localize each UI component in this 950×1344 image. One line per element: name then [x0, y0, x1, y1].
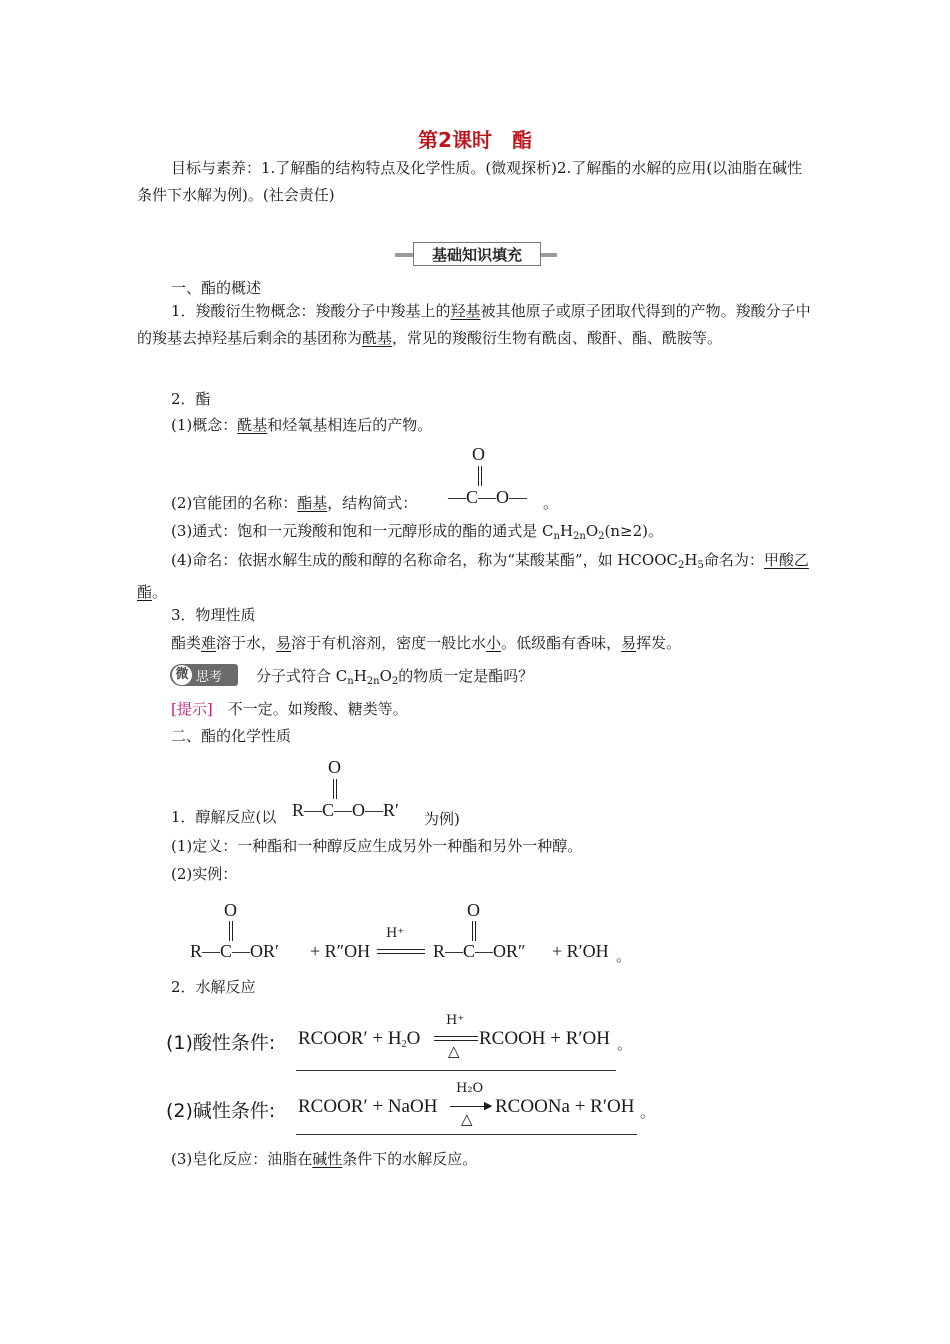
r1-double-bond [333, 779, 337, 799]
ex-arrow-forward [377, 949, 425, 950]
base-arrow-head: ▶ [484, 1099, 493, 1112]
acid-arrow-back [434, 1040, 478, 1041]
naming-text-b: 命名为： [703, 551, 764, 569]
section-banner [395, 242, 557, 266]
banner-box [413, 242, 541, 266]
phys-c: 溶于水， [216, 634, 277, 652]
hint-label: [提示] [171, 700, 213, 718]
base-answer-line [296, 1134, 637, 1135]
formula-o: O [585, 522, 599, 540]
naming-h: H [684, 551, 698, 569]
derivative-text-c: ，常见的羧酸衍生物有酰卤、酸酐、酯、酰胺等。 [392, 329, 723, 347]
base-end: 。 [640, 1103, 656, 1121]
blank-ethyl-formate: 甲酸乙酯 [137, 551, 809, 601]
phys-a: 酯类 [171, 634, 202, 652]
acid-eq-b: O [406, 1028, 421, 1049]
blank-easy-2: 易 [621, 634, 637, 652]
ex-left-oxygen: O [224, 900, 237, 920]
naming-paragraph [137, 547, 817, 606]
think-question [256, 665, 533, 687]
phys-d: 溶于有机溶剂，密度一般比水 [291, 634, 487, 652]
phys-e: 。低级酯有香味， [501, 634, 622, 652]
physical-subheading: 3．物理性质 [171, 606, 256, 624]
physical-properties-line [171, 632, 681, 653]
think-sub-2: 2 [391, 676, 399, 687]
ester-subheading: 2．酯 [171, 390, 211, 408]
ex-catalyst: H⁺ [386, 926, 405, 941]
formula-sub-2n: 2n [573, 531, 586, 542]
ex-product: + R′OH [552, 941, 609, 961]
blank-hard: 难 [201, 634, 217, 652]
hint-text: 不一定。如羧酸、糖类等。 [227, 700, 408, 718]
sap-b: 条件下的水解反应。 [342, 1150, 478, 1168]
formula-text-a: (3)通式：饱和一元羧酸和饱和一元醇形成的酯的通式是 C [171, 522, 554, 540]
acid-arrow-forward [434, 1036, 478, 1037]
base-equation-left: RCOOR′ + NaOH [298, 1096, 438, 1117]
acid-end: 。 [617, 1035, 633, 1053]
think-sub-2n: 2n [366, 676, 380, 687]
think-o: O [379, 667, 392, 685]
hydrolysis-heading: 2．水解反应 [171, 978, 256, 996]
blank-alkaline: 碱性 [312, 1150, 343, 1168]
blank-easy-1: 易 [276, 634, 292, 652]
acid-equation-right: RCOOH + R′OH [479, 1028, 610, 1049]
ex-arrow-back [377, 953, 425, 954]
alcoholysis-definition: (1)定义：一种酯和一种醇反应生成另外一种酯和另外一种醇。 [171, 837, 583, 855]
ex-right-double-bond [472, 921, 476, 941]
acid-answer-line [296, 1070, 616, 1071]
naming-text-a: (4)命名：依据水解生成的酸和醇的名称命名，称为“某酸某酯”，如 HCOOC [171, 551, 678, 569]
naming-sub-5: 5 [697, 560, 704, 571]
fg-double-bond [478, 466, 482, 486]
acid-condition-label: (1)酸性条件: [166, 1032, 276, 1054]
ex-right-oxygen: O [467, 900, 480, 920]
think-q-b: 的物质一定是酯吗？ [398, 667, 534, 685]
r1-struct-oxygen: O [328, 757, 341, 777]
section-heading-chemical: 二、酯的化学性质 [171, 727, 292, 745]
blank-acyl: 酰基 [362, 329, 393, 347]
ex-reagent: + R″OH [310, 941, 371, 961]
derivative-text-b: 被其他原子或原子团取代得到的产物。羧酸分子中的羧基去掉羟基后剩余的基团称为 [137, 302, 811, 347]
sap-a: (3)皂化反应：油脂在 [171, 1150, 313, 1168]
phys-f: 挥发。 [636, 634, 682, 652]
formula-h: H [559, 522, 574, 540]
acid-equation-left [298, 1028, 420, 1050]
formula-sub-n: n [553, 531, 560, 542]
formula-text-b: (n≥2)。 [604, 522, 664, 540]
alcoholysis-example-label: (2)实例： [171, 865, 238, 883]
alcoholysis-heading-b: 为例) [424, 810, 460, 828]
acid-eq-sub: 2 [401, 1039, 407, 1050]
hint-line [171, 698, 408, 719]
formula-sub-2: 2 [598, 531, 605, 542]
base-catalyst: H₂O [456, 1081, 484, 1096]
derivative-text-a: 1．羧酸衍生物概念：羧酸分子中羧基上的 [171, 302, 451, 320]
acid-catalyst: H⁺ [446, 1013, 465, 1028]
blank-ester-group: 酯基 [297, 494, 328, 512]
concept-line [171, 414, 432, 435]
blank-concept-acyl: 酰基 [237, 416, 268, 434]
ex-left-ester: R—C—OR′ [190, 941, 279, 961]
functional-group-line [171, 492, 417, 513]
fg-text-b: ，结构简式： [327, 494, 418, 512]
naming-end: 。 [152, 583, 168, 601]
section-heading-overview: 一、酯的概述 [171, 279, 262, 297]
think-q-a: 分子式符合 C [256, 667, 348, 685]
blank-small: 小 [486, 634, 502, 652]
derivative-paragraph [137, 298, 817, 352]
acid-eq-a: RCOOR′ + H [298, 1028, 402, 1049]
concept-text-a: (1)概念： [171, 416, 238, 434]
think-sub-n: n [347, 676, 354, 687]
ex-left-double-bond [229, 921, 233, 941]
blank-hydroxyl: 羟基 [450, 302, 481, 320]
ex-right-ester: R—C—OR″ [433, 941, 526, 961]
alcoholysis-heading-a: 1．醇解反应(以 [171, 808, 277, 826]
saponification-line [171, 1148, 477, 1169]
banner-label: 基础知识填充 [431, 246, 522, 264]
base-equation-right: RCOONa + R′OH [495, 1096, 635, 1117]
base-arrow [450, 1106, 488, 1107]
goals-paragraph: 目标与素养：1.了解酯的结构特点及化学性质。(微观探析)2.了解酯的水解的应用(以油脂在碱性条件下水解为例)。(社会责任) [137, 159, 803, 204]
think-badge-label: 思考 [196, 670, 223, 685]
r1-struct-main: R—C—O—R′ [292, 800, 399, 820]
think-badge [170, 664, 238, 686]
base-heat: △ [461, 1110, 473, 1128]
concept-text-b: 和烃氧基相连后的产物。 [267, 416, 433, 434]
base-condition-label: (2)碱性条件: [166, 1100, 276, 1122]
general-formula-line [171, 520, 663, 542]
fg-struct-main: —C—O— [448, 487, 528, 507]
fg-text-a: (2)官能团的名称： [171, 494, 298, 512]
page-title: 第2课时 酯 [418, 128, 532, 152]
think-badge-icon: 微 [172, 665, 192, 685]
fg-struct-oxygen: O [472, 444, 485, 464]
naming-sub-2: 2 [678, 560, 685, 571]
fg-end: 。 [543, 494, 559, 512]
acid-heat: △ [448, 1042, 460, 1060]
ex-end: 。 [616, 947, 632, 965]
think-h: H [353, 667, 367, 685]
